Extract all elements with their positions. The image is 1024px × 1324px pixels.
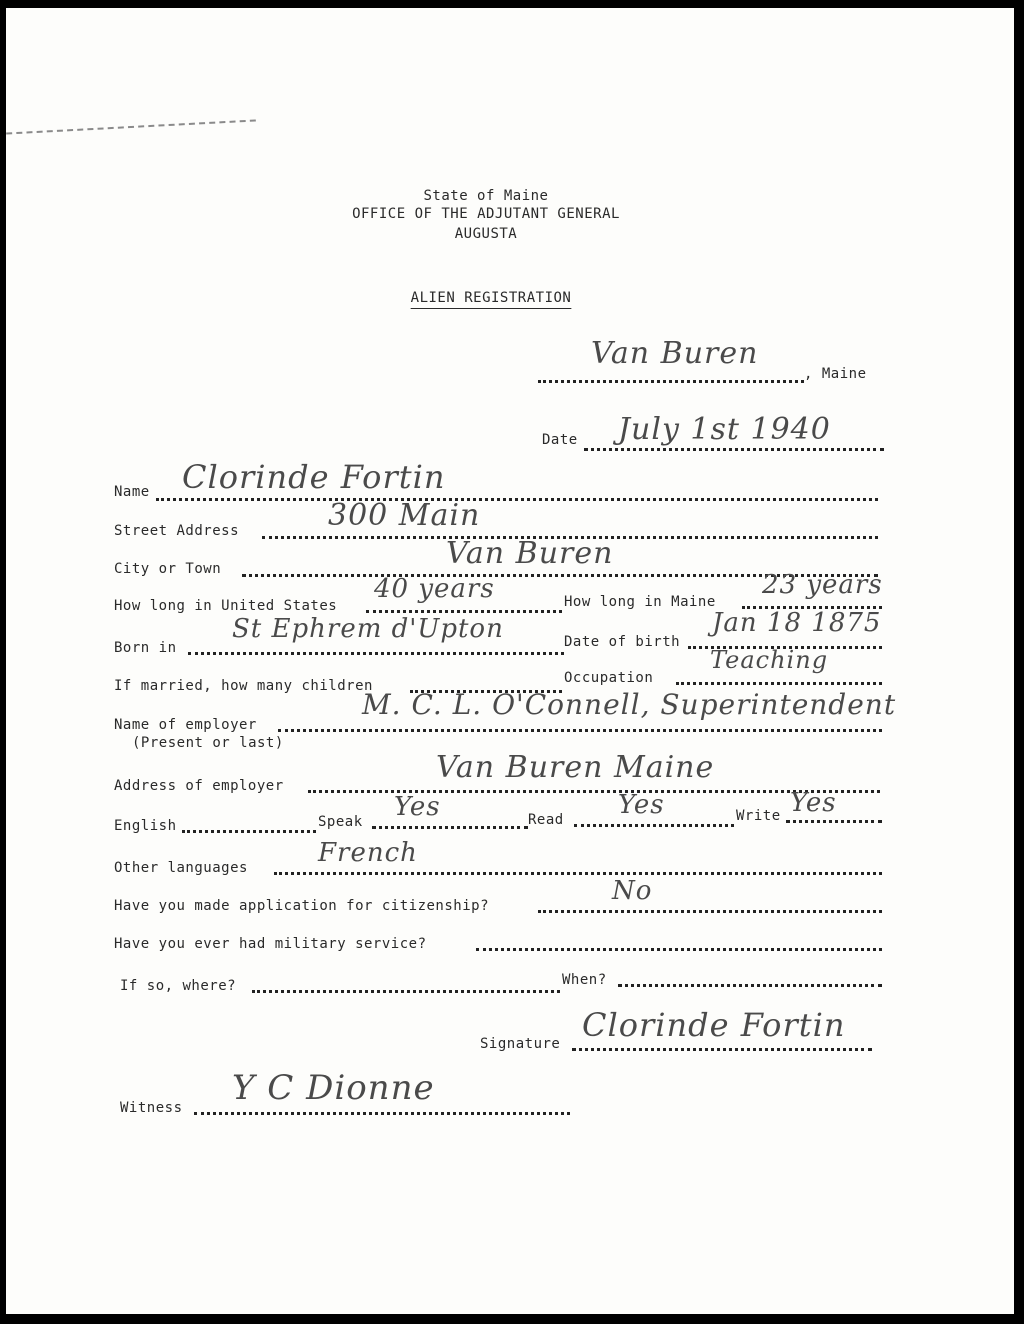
employer-sublabel: (Present or last) [132, 735, 284, 751]
signature-label: Signature [480, 1036, 561, 1052]
location-dotted-line [538, 380, 804, 383]
street-value: 300 Main [328, 498, 481, 533]
write-value: Yes [790, 788, 837, 818]
occupation-dotted-line [676, 682, 882, 685]
read-label: Read [528, 812, 564, 828]
header-city: AUGUSTA [454, 226, 518, 242]
header-state: State of Maine [423, 188, 549, 204]
speak-label: Speak [318, 814, 363, 830]
employer-address-value: Van Buren Maine [436, 750, 715, 785]
name-value: Clorinde Fortin [182, 458, 446, 496]
if-so-where-dotted-line [252, 990, 560, 993]
other-languages-value: French [318, 838, 418, 868]
other-languages-label: Other languages [114, 860, 248, 876]
witness-value: Y C Dionne [232, 1068, 435, 1108]
when-dotted-line [618, 984, 882, 987]
witness-dotted-line [194, 1112, 570, 1115]
city-label: City or Town [114, 561, 222, 577]
witness-label: Witness [120, 1100, 183, 1116]
how-long-us-dotted-line [366, 610, 562, 613]
scan-artifact-line [6, 119, 256, 134]
employer-dotted-line [278, 729, 882, 732]
header-office: OFFICE OF THE ADJUTANT GENERAL [352, 206, 620, 222]
military-label: Have you ever had military service? [114, 936, 427, 952]
read-dotted-line [574, 824, 734, 827]
date-dotted-line [584, 448, 884, 451]
speak-dotted-line [372, 826, 528, 829]
military-dotted-line [476, 948, 882, 951]
name-dotted-line [156, 498, 878, 501]
english-dotted-line-1 [182, 830, 316, 833]
form-title: ALIEN REGISTRATION [410, 290, 572, 306]
how-long-maine-value: 23 years [762, 570, 883, 600]
employer-value: M. C. L. O'Connell, Superintendent [362, 688, 897, 721]
born-in-dotted-line [188, 652, 564, 655]
date-value: July 1st 1940 [618, 412, 831, 447]
date-label: Date [542, 432, 578, 448]
other-languages-dotted-line [274, 872, 882, 875]
occupation-value: Teaching [710, 646, 829, 674]
english-label: English [114, 818, 177, 834]
born-in-value: St Ephrem d'Upton [232, 614, 504, 644]
read-value: Yes [618, 790, 665, 820]
citizenship-value: No [612, 876, 653, 906]
citizenship-dotted-line [538, 910, 882, 913]
location-state-label: , Maine [804, 366, 867, 382]
occupation-label: Occupation [564, 670, 654, 686]
speak-value: Yes [394, 792, 441, 822]
if-so-where-label: If so, where? [120, 978, 237, 994]
how-long-maine-label: How long in Maine [564, 594, 716, 610]
location-town-value: Van Buren [591, 336, 759, 371]
children-label: If married, how many children [114, 678, 373, 694]
signature-dotted-line [572, 1048, 872, 1051]
write-dotted-line [786, 820, 882, 823]
when-label: When? [562, 972, 607, 988]
citizenship-label: Have you made application for citizenship? [114, 898, 490, 914]
born-in-label: Born in [114, 640, 177, 656]
signature-value: Clorinde Fortin [582, 1006, 846, 1044]
name-label: Name [114, 484, 150, 500]
how-long-us-value: 40 years [374, 574, 495, 604]
city-value: Van Buren [446, 536, 614, 571]
date-of-birth-value: Jan 18 1875 [712, 608, 882, 638]
employer-address-label: Address of employer [114, 778, 284, 794]
date-of-birth-label: Date of birth [564, 634, 681, 650]
write-label: Write [736, 808, 781, 824]
employer-label: Name of employer [114, 717, 257, 733]
registration-form-page [6, 8, 1014, 1314]
how-long-us-label: How long in United States [114, 598, 338, 614]
street-label: Street Address [114, 523, 240, 539]
